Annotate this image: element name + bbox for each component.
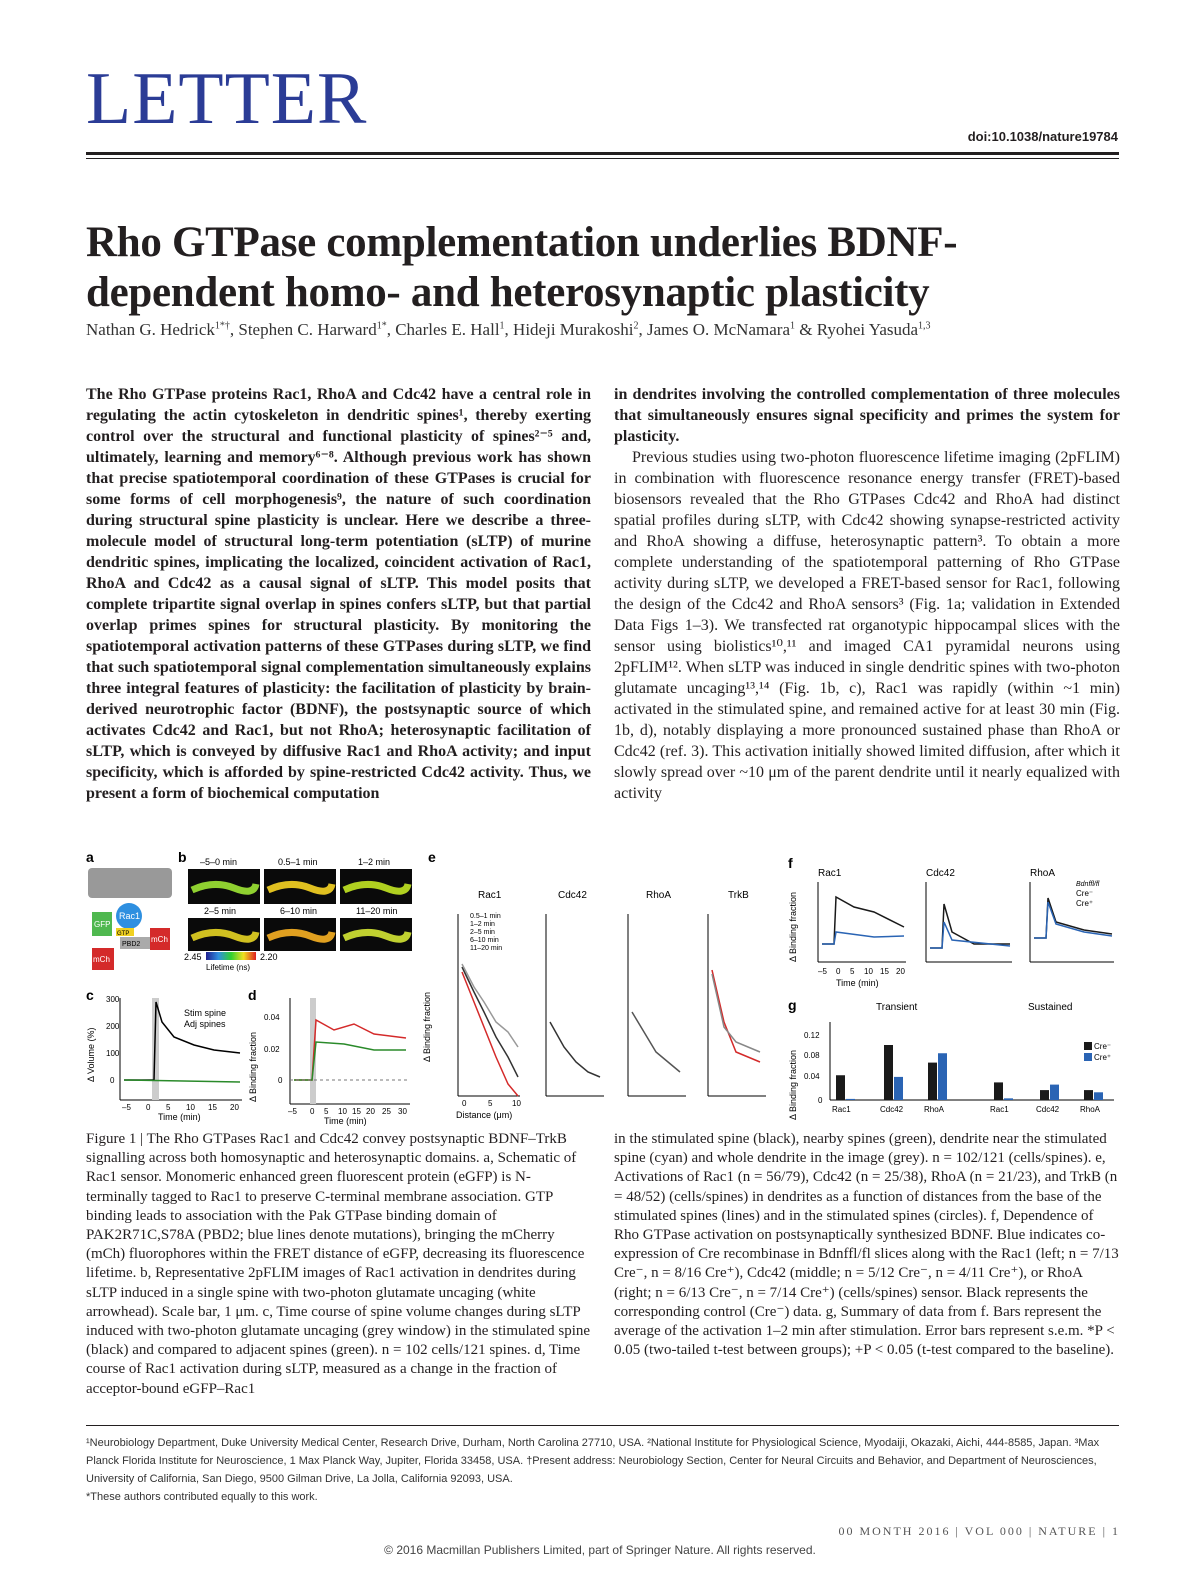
tick: 300 bbox=[106, 995, 120, 1004]
axis-label: Time (min) bbox=[836, 978, 879, 988]
affiliations bbox=[86, 1434, 1120, 1506]
panel-label-g: g bbox=[788, 997, 797, 1013]
tick: 25 bbox=[382, 1107, 391, 1116]
author[interactable]: James O. McNamara bbox=[646, 320, 790, 339]
bar-Cre⁺-0 bbox=[846, 1099, 855, 1100]
panel-e-chart bbox=[422, 890, 766, 1120]
tick: –5 bbox=[122, 1103, 131, 1112]
panel-g-chart bbox=[788, 1002, 1114, 1120]
tick: 20 bbox=[230, 1103, 239, 1112]
body-paragraph: Previous studies using two-photon fluorescence lifetime imaging (2pFLIM) in combination with fluorescence resonance energy transfer (FRET)-based biosensors revealed that the Rho GTPases Cdc42 and RhoA had distinct spatial profiles during sLTP, with Cdc42 showing synapse-restricted activity and RhoA showing a diffuse, heterosynaptic pattern³. To obtain a more complete understanding of the spatiotemporal patterning of Rho GTPase activity during sLTP, we developed a FRET-based sensor for Rac1, following the design of the Cdc42 and RhoA sensors³ (Fig. 1a; validation in Extended Data Figs 1–3). We transfected rat organotypic hippocampal slices with the sensor using biolistics¹⁰,¹¹ and imaged CA1 pyramidal neurons using 2pFLIM¹². When sLTP was induced in single dendritic spines with two-photon glutamate uncaging¹³,¹⁴ (Fig. 1b, c), Rac1 was rapidly (within ~1 min) activated in the stimulated spine, and remained active for at least 30 min (Fig. 1b, d), notably displaying a more pronounced sustained phase than RhoA or Cdc42 (ref. 3). This activation initially showed limited diffusion, after which it slowly spread over ~10 μm of the parent dendrite until it nearly equalized with activity bbox=[614, 449, 1120, 802]
author-affil: 1*† bbox=[214, 320, 230, 332]
tick: 10 bbox=[186, 1103, 195, 1112]
group-label: Transient bbox=[876, 1002, 918, 1013]
frame-label: 11–20 min bbox=[356, 906, 398, 916]
tick: 100 bbox=[106, 1049, 120, 1058]
subplot-title: Cdc42 bbox=[926, 868, 955, 879]
author[interactable]: Charles E. Hall bbox=[395, 320, 500, 339]
author-affil: 1 bbox=[789, 320, 795, 332]
panel-a-schematic bbox=[88, 868, 172, 970]
tick: 0 bbox=[836, 967, 841, 976]
legend-item: 2–5 min bbox=[470, 929, 495, 936]
tick: 15 bbox=[352, 1107, 361, 1116]
bar-Cre⁻-4 bbox=[1040, 1090, 1049, 1100]
copyright: © 2016 Macmillan Publishers Limited, part of Springer Nature. All rights reserved. bbox=[384, 1543, 816, 1557]
tick: 15 bbox=[208, 1103, 217, 1112]
equal-contribution-note: *These authors contributed equally to this work. bbox=[86, 1491, 318, 1503]
legend-item: Cre⁻ bbox=[1094, 1042, 1112, 1051]
tick: 10 bbox=[338, 1107, 347, 1116]
tick: –5 bbox=[818, 967, 827, 976]
frame-label: 1–2 min bbox=[358, 857, 391, 867]
legend-item: Adj spines bbox=[184, 1019, 226, 1029]
figure-1-svg bbox=[84, 852, 1124, 1130]
axis-label: Δ Binding fraction bbox=[248, 1031, 258, 1102]
axis-label: Δ Binding fraction bbox=[788, 1049, 798, 1120]
bar-Cre⁻-3 bbox=[994, 1082, 1003, 1100]
schematic-label: Rac1 bbox=[119, 911, 141, 921]
panel-label-c: c bbox=[86, 987, 94, 1003]
tick: 0 bbox=[110, 1076, 115, 1085]
tick: 20 bbox=[896, 967, 905, 976]
author[interactable]: Hideji Murakoshi bbox=[513, 320, 634, 339]
legend-item: Cre⁺ bbox=[1094, 1053, 1112, 1062]
schematic-label: PBD2 bbox=[122, 941, 141, 948]
figure-caption-continued: in the stimulated spine (black), nearby spines (green), dendrite near the stimulated spine (cyan) and whole dendrite in the image (grey). n = 102/121 (cells/spines). e, Activations of Rac1 (n = 56/79), Cdc42 (n = 25/38), RhoA (n = 21/23), and TrkB (n = 48/52) (cells/spines) in dendrites as a function of distances from the base of the stimulated spines (lines) and in the stimulated spines (circles). f, Dependence of Rho GTPase activation on postsynaptically synthesized BDNF. Blue indicates co-expression of Cre recombinase in Bdnffl/fl slices along with the Rac1 (left; n = 7/13 Cre⁻, n = 8/16 Cre⁺), Cdc42 (middle; n = 5/12 Cre⁻, n = 4/11 Cre⁺), or RhoA (right; n = 6/13 Cre⁻, n = 7/14 Cre⁺) (cells/spines) sensor. Black represents the corresponding control (Cre⁻) data. g, Summary of data from f. Bars represent the average of the activation 1–2 min after stimulation. Error bars represent s.e.m. *P < 0.05 (two-tailed t-test between groups); +P < 0.05 (t-test compared to the baseline). bbox=[614, 1131, 1119, 1359]
tick: 5 bbox=[166, 1103, 171, 1112]
subplot-title: Rac1 bbox=[818, 868, 842, 879]
bar-Cre⁺-3 bbox=[1004, 1098, 1013, 1100]
frame-label: 6–10 min bbox=[280, 906, 318, 916]
panel-label-f: f bbox=[788, 855, 793, 871]
category-label: RhoA bbox=[924, 1105, 945, 1114]
subplot-title: Rac1 bbox=[478, 890, 502, 901]
panel-b-images bbox=[184, 857, 412, 972]
tick: 0.12 bbox=[804, 1031, 820, 1040]
tick: 15 bbox=[880, 967, 889, 976]
author-affil: 1,3 bbox=[918, 320, 931, 332]
legend-title: Bdnffl/fl bbox=[1076, 881, 1100, 888]
bar-Cre⁺-1 bbox=[894, 1077, 903, 1100]
bar-Cre⁺-2 bbox=[938, 1053, 947, 1100]
panel-d-chart bbox=[248, 998, 410, 1126]
frame-label: 0.5–1 min bbox=[278, 857, 318, 867]
tick: 0.04 bbox=[804, 1072, 820, 1081]
tick: –5 bbox=[288, 1107, 297, 1116]
affiliation-text: ¹Neurobiology Department, Duke University Medical Center, Research Drive, Durham, North Carolina 27710, USA. ²National Institute for Physiological Science, Myodaiji, Okazaki, Aichi, 444-8585, Japan. ³Max Planck Florida Institute for Neuroscience, 1 Max Planck Way, Jupiter, Florida 33458, USA. †Present address: Neurobiology Section, Center for Neural Circuits and Behavior, and Department of Neurosciences, University of California, San Diego, 9500 Gilman Drive, La Jolla, California 92093, USA. bbox=[86, 1437, 1100, 1485]
doi-link[interactable]: doi:10.1038/nature19784 bbox=[967, 129, 1118, 144]
group-label: Sustained bbox=[1028, 1002, 1073, 1013]
tick: 30 bbox=[398, 1107, 407, 1116]
tick: 0.02 bbox=[264, 1045, 280, 1054]
author[interactable]: Stephen C. Harward bbox=[238, 320, 377, 339]
category-label: RhoA bbox=[1080, 1105, 1101, 1114]
tick: 0.08 bbox=[804, 1051, 820, 1060]
axis-label: Time (min) bbox=[158, 1112, 201, 1122]
tick: 0 bbox=[310, 1107, 315, 1116]
tick: 5 bbox=[324, 1107, 329, 1116]
figure-1 bbox=[84, 852, 1124, 1130]
legend-item: Stim spine bbox=[184, 1008, 227, 1018]
axis-label: Distance (μm) bbox=[456, 1110, 513, 1120]
tick: 0 bbox=[278, 1076, 283, 1085]
bar-Cre⁺-4 bbox=[1050, 1085, 1059, 1100]
panel-f-chart bbox=[788, 868, 1114, 988]
frame-label: –5–0 min bbox=[200, 857, 238, 867]
bar-Cre⁻-1 bbox=[884, 1045, 893, 1100]
article-title: Rho GTPase complementation underlies BDNF-dependent homo- and heterosynaptic plasticity bbox=[86, 219, 958, 316]
schematic-label: GTP bbox=[117, 931, 130, 937]
category-label: Cdc42 bbox=[880, 1105, 904, 1114]
bar-Cre⁺-5 bbox=[1094, 1092, 1103, 1100]
author-affil: 2 bbox=[633, 320, 639, 332]
scale-label: Lifetime (ns) bbox=[206, 963, 251, 972]
bar-Cre⁻-0 bbox=[836, 1075, 845, 1100]
legend-item: 6–10 min bbox=[470, 937, 499, 944]
page-footer: 00 MONTH 2016 | VOL 000 | NATURE | 1 bbox=[838, 1524, 1120, 1538]
tick: 200 bbox=[106, 1022, 120, 1031]
subplot-title: RhoA bbox=[1030, 868, 1056, 879]
abstract-continued: in dendrites involving the controlled complementation of three molecules that simultaneously ensures signal specificity and primes the system for plasticity. bbox=[614, 386, 1120, 445]
section-heading: LETTER bbox=[86, 58, 368, 140]
schematic-label: mCh bbox=[151, 935, 168, 944]
author-list: Nathan G. Hedrick$^{1*\dagger}$, Stephen C. Harward$^{1*}$, Charles E. Hall$^1$, Hideji Murakoshi$^2$, James O. McNamara$^1$ & Ryohei Yasuda$^{1,3}$ bbox=[86, 320, 931, 339]
axis-label: Δ Binding fraction bbox=[422, 991, 432, 1062]
panel-label-a: a bbox=[86, 852, 94, 865]
tick: 5 bbox=[488, 1099, 493, 1108]
footnote-rule bbox=[86, 1425, 1119, 1426]
legend-item: Cre⁻ bbox=[1076, 889, 1094, 898]
header-rule-thin bbox=[86, 158, 1119, 159]
panel-label-b: b bbox=[178, 852, 187, 865]
tick: 5 bbox=[850, 967, 855, 976]
abstract-text: The Rho GTPase proteins Rac1, RhoA and Cdc42 have a central role in regulating the actin cytoskeleton in dendritic spines¹, thereby exerting control over the structural and functional plasticity of spines²⁻⁵ and, ultimately, learning and memory⁶⁻⁸. Although previous work has shown that precise spatiotemporal coordination of these GTPases is crucial for some forms of cell morphogenesis⁹, the nature of such coordination during structural spine plasticity is unclear. Here we describe a three-molecule model of structural long-term potentiation (sLTP) of murine dendritic spines, implicating the localized, coincident activation of Rac1, RhoA and Cdc42 as a causal signal of sLTP. This model posits that complete tripartite signal overlap in spines confers sLTP, but that partial overlap primes spines for structural plasticity. By monitoring the spatiotemporal activation patterns of these GTPases during sLTP, we find that such spatiotemporal signal complementation simultaneously explains three integral features of plasticity: the facilitation of plasticity by brain-derived neurotrophic factor (BDNF), the postsynaptic source of which activates Cdc42 and Rac1, but not RhoA; heterosynaptic facilitation of sLTP, which is conveyed by diffusive Rac1 and RhoA activity; and input specificity, which is afforded by spine-restricted Cdc42 activity. Thus, we present a form of biochemical computation bbox=[86, 386, 591, 802]
tick: 0 bbox=[146, 1103, 151, 1112]
category-label: Cdc42 bbox=[1036, 1105, 1060, 1114]
tick: 20 bbox=[366, 1107, 375, 1116]
scale-max: 2.20 bbox=[260, 952, 278, 962]
body-column bbox=[614, 384, 1120, 804]
abstract bbox=[86, 384, 591, 804]
subplot-title: TrkB bbox=[728, 890, 749, 901]
legend-item: 11–20 min bbox=[470, 945, 503, 952]
category-label: Rac1 bbox=[990, 1105, 1009, 1114]
legend-item: 0.5–1 min bbox=[470, 913, 501, 920]
bar-Cre⁻-5 bbox=[1084, 1090, 1093, 1100]
bar-Cre⁻-2 bbox=[928, 1063, 937, 1100]
header-rule bbox=[86, 152, 1119, 155]
schematic-label: mCh bbox=[93, 955, 110, 964]
frame-label: 2–5 min bbox=[204, 906, 237, 916]
author-affil: 1 bbox=[499, 320, 505, 332]
tick: 0.04 bbox=[264, 1013, 280, 1022]
category-label: Rac1 bbox=[832, 1105, 851, 1114]
scale-min: 2.45 bbox=[184, 952, 202, 962]
axis-label: Time (min) bbox=[324, 1116, 367, 1126]
panel-c-chart bbox=[86, 995, 242, 1122]
subplot-title: Cdc42 bbox=[558, 890, 587, 901]
legend-item: 1–2 min bbox=[470, 921, 495, 928]
author[interactable]: Ryohei Yasuda bbox=[816, 320, 919, 339]
panel-label-d: d bbox=[248, 987, 257, 1003]
tick: 10 bbox=[864, 967, 873, 976]
schematic-label: GFP bbox=[94, 920, 111, 929]
figure-caption: Figure 1 | The Rho GTPases Rac1 and Cdc42 convey postsynaptic BDNF–TrkB signalling across both homosynaptic and heterosynaptic domains. a, Schematic of Rac1 sensor. Monomeric enhanced green fluorescent protein (eGFP) is N-terminally tagged to Rac1 to preserve C-terminal membrane association. GTP binding leads to association with the Pak GTPase binding domain of PAK2R71C,S78A (PBD2; blue lines denote mutations), bringing the mCherry (mCh) fluorophores within the FRET distance of eGFP, decreasing its fluorescence lifetime. b, Representative 2pFLIM images of Rac1 activation in dendrites during sLTP induced in a single spine with two-photon glutamate uncaging (white arrowhead). Scale bar, 1 μm. c, Time course of spine volume changes during sLTP induced with two-photon glutamate uncaging (grey window) in the stimulated spine (black) and compared to adjacent spines (green). n = 102 cells/121 spines. d, Time course of Rac1 activation during sLTP, measured as a change in the fraction of acceptor-bound eGFP–Rac1 bbox=[86, 1131, 591, 1397]
panel-label-e: e bbox=[428, 852, 436, 865]
tick: 10 bbox=[512, 1099, 521, 1108]
subplot-title: RhoA bbox=[646, 890, 672, 901]
tick: 0 bbox=[462, 1099, 467, 1108]
axis-label: Δ Binding fraction bbox=[788, 891, 798, 962]
tick: 0 bbox=[818, 1096, 823, 1105]
author-affil: 1* bbox=[376, 320, 387, 332]
axis-label: Δ Volume (%) bbox=[86, 1027, 96, 1082]
author[interactable]: Nathan G. Hedrick bbox=[86, 320, 215, 339]
legend-item: Cre⁺ bbox=[1076, 899, 1094, 908]
